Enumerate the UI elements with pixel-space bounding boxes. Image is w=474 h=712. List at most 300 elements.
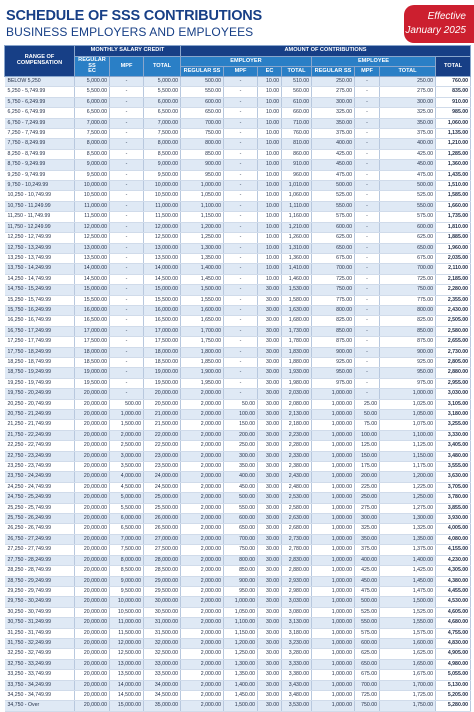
er-regular-cell: 500.00 xyxy=(181,77,224,87)
table-row xyxy=(5,326,471,336)
grand-total-cell: 4,005.00 xyxy=(436,524,471,534)
msc-regular-cell: 20,000.00 xyxy=(75,451,110,461)
ee-total-cell: 450.00 xyxy=(380,160,436,170)
er-mpf-cell: 700.00 xyxy=(224,534,258,544)
er-regular-cell: 1,200.00 xyxy=(181,222,224,232)
er-regular-cell: 2,000.00 xyxy=(181,389,224,399)
er-total-cell: 2,230.00 xyxy=(282,430,312,440)
er-total-cell: 3,030.00 xyxy=(282,597,312,607)
er-total-cell: 1,160.00 xyxy=(282,212,312,222)
ee-mpf-cell: - xyxy=(355,181,380,191)
er-ec-cell: 30.00 xyxy=(258,378,282,388)
er-total-cell: 1,830.00 xyxy=(282,347,312,357)
ee-total-cell: 1,000.00 xyxy=(380,389,436,399)
er-mpf-cell: - xyxy=(224,378,258,388)
msc-mpf-cell: - xyxy=(110,139,144,149)
er-total-cell: 2,530.00 xyxy=(282,493,312,503)
msc-total-cell: 9,500.00 xyxy=(144,170,181,180)
er-mpf-cell: 800.00 xyxy=(224,555,258,565)
msc-regular-cell: 15,500.00 xyxy=(75,295,110,305)
er-total-cell: 2,630.00 xyxy=(282,514,312,524)
grand-total-cell: 1,135.00 xyxy=(436,129,471,139)
range-cell: 30,250 - 30,749.99 xyxy=(5,607,75,617)
er-regular-header: REGULAR SS xyxy=(181,67,224,77)
msc-mpf-cell: 9,000.00 xyxy=(110,576,144,586)
er-regular-cell: 750.00 xyxy=(181,129,224,139)
ee-mpf-cell: - xyxy=(355,118,380,128)
ee-total-cell: 1,500.00 xyxy=(380,597,436,607)
table-row xyxy=(5,680,471,690)
er-mpf-cell: - xyxy=(224,139,258,149)
range-cell: 27,750 - 28,249.99 xyxy=(5,555,75,565)
msc-regular-cell: 20,000.00 xyxy=(75,410,110,420)
range-cell: 16,250 - 16,749.99 xyxy=(5,316,75,326)
msc-mpf-cell: - xyxy=(110,149,144,159)
table-row xyxy=(5,170,471,180)
er-ec-cell: 30.00 xyxy=(258,524,282,534)
table-row xyxy=(5,201,471,211)
msc-mpf-cell: - xyxy=(110,357,144,367)
msc-regular-cell: 10,000.00 xyxy=(75,181,110,191)
table-row xyxy=(5,628,471,638)
ee-mpf-cell: 700.00 xyxy=(355,680,380,690)
grand-total-cell: 4,455.00 xyxy=(436,586,471,596)
msc-regular-cell: 20,000.00 xyxy=(75,503,110,513)
msc-regular-cell: 7,000.00 xyxy=(75,118,110,128)
range-cell: 15,750 - 16,249.99 xyxy=(5,305,75,315)
range-cell: 20,750 - 21,249.99 xyxy=(5,410,75,420)
ee-mpf-cell: - xyxy=(355,160,380,170)
range-cell: 25,250 - 25,749.99 xyxy=(5,503,75,513)
er-total-cell: 1,630.00 xyxy=(282,305,312,315)
ee-total-cell: 1,025.00 xyxy=(380,399,436,409)
msc-regular-cell: 7,500.00 xyxy=(75,129,110,139)
range-cell: 34,750 - Over xyxy=(5,701,75,711)
msc-total-cell: 22,500.00 xyxy=(144,441,181,451)
grand-total-cell: 2,505.00 xyxy=(436,316,471,326)
er-total-cell: 2,680.00 xyxy=(282,524,312,534)
msc-mpf-cell: - xyxy=(110,243,144,253)
msc-regular-cell: 18,500.00 xyxy=(75,357,110,367)
grand-total-cell: 2,730.00 xyxy=(436,347,471,357)
range-cell: 33,250 - 33,749.99 xyxy=(5,670,75,680)
msc-mpf-cell: - xyxy=(110,77,144,87)
er-regular-cell: 1,300.00 xyxy=(181,243,224,253)
ee-total-cell: 650.00 xyxy=(380,243,436,253)
msc-regular-cell: 20,000.00 xyxy=(75,399,110,409)
er-regular-cell: 2,000.00 xyxy=(181,399,224,409)
er-mpf-cell: - xyxy=(224,357,258,367)
ee-regular-cell: 1,000.00 xyxy=(312,659,355,669)
msc-total-cell: 10,000.00 xyxy=(144,181,181,191)
range-cell: 28,750 - 29,249.99 xyxy=(5,576,75,586)
ee-mpf-cell: 25.00 xyxy=(355,399,380,409)
msc-mpf-cell: 5,500.00 xyxy=(110,503,144,513)
ee-mpf-cell: - xyxy=(355,274,380,284)
table-row xyxy=(5,690,471,700)
msc-total-cell: 8,500.00 xyxy=(144,149,181,159)
ee-regular-cell: 825.00 xyxy=(312,316,355,326)
ee-mpf-cell: 500.00 xyxy=(355,597,380,607)
er-regular-cell: 900.00 xyxy=(181,160,224,170)
ee-total-cell: 1,725.00 xyxy=(380,690,436,700)
er-total-cell: 1,530.00 xyxy=(282,285,312,295)
er-regular-cell: 1,100.00 xyxy=(181,201,224,211)
table-row xyxy=(5,253,471,263)
msc-mpf-cell: - xyxy=(110,378,144,388)
table-row xyxy=(5,357,471,367)
grand-total-cell: 1,285.00 xyxy=(436,149,471,159)
ee-total-cell: 900.00 xyxy=(380,347,436,357)
ee-mpf-cell: - xyxy=(355,253,380,263)
range-cell: 5,750 - 6,249.99 xyxy=(5,97,75,107)
table-row xyxy=(5,503,471,513)
grand-total-cell: 5,055.00 xyxy=(436,670,471,680)
er-ec-cell: 30.00 xyxy=(258,680,282,690)
ee-total-cell: 975.00 xyxy=(380,378,436,388)
table-row xyxy=(5,222,471,232)
er-ec-cell: 10.00 xyxy=(258,243,282,253)
er-mpf-cell: 1,300.00 xyxy=(224,659,258,669)
ee-regular-cell: 475.00 xyxy=(312,170,355,180)
range-cell: 24,250 - 24,749.99 xyxy=(5,482,75,492)
er-ec-cell: 10.00 xyxy=(258,201,282,211)
table-row xyxy=(5,649,471,659)
er-total-cell: 610.00 xyxy=(282,97,312,107)
er-mpf-cell: - xyxy=(224,305,258,315)
ee-mpf-cell: 225.00 xyxy=(355,482,380,492)
range-cell: 6,250 - 6,749.99 xyxy=(5,108,75,118)
ee-mpf-cell: - xyxy=(355,201,380,211)
ee-total-cell: 850.00 xyxy=(380,326,436,336)
er-regular-cell: 1,050.00 xyxy=(181,191,224,201)
ee-mpf-cell: 750.00 xyxy=(355,701,380,711)
er-total-cell: 1,110.00 xyxy=(282,201,312,211)
table-row xyxy=(5,618,471,628)
ee-mpf-cell: - xyxy=(355,191,380,201)
table-row xyxy=(5,118,471,128)
ee-mpf-cell: 425.00 xyxy=(355,566,380,576)
msc-regular-cell: 19,500.00 xyxy=(75,378,110,388)
table-row xyxy=(5,160,471,170)
grand-total-cell: 985.00 xyxy=(436,108,471,118)
range-cell: 19,250 - 19,749.99 xyxy=(5,378,75,388)
grand-total-cell: 3,630.00 xyxy=(436,472,471,482)
msc-regular-cell: 20,000.00 xyxy=(75,430,110,440)
ee-total-cell: 275.00 xyxy=(380,87,436,97)
er-regular-cell: 2,000.00 xyxy=(181,555,224,565)
effective-label: Effective xyxy=(427,11,466,22)
er-mpf-cell: - xyxy=(224,201,258,211)
er-total-cell: 1,780.00 xyxy=(282,337,312,347)
msc-mpf-cell: 500.00 xyxy=(110,399,144,409)
employee-group-header: EMPLOYEE xyxy=(312,57,436,67)
er-total-cell: 710.00 xyxy=(282,118,312,128)
range-cell: 14,750 - 15,249.99 xyxy=(5,285,75,295)
er-regular-cell: 1,000.00 xyxy=(181,181,224,191)
grand-total-cell: 2,955.00 xyxy=(436,378,471,388)
ee-regular-cell: 325.00 xyxy=(312,108,355,118)
ee-total-cell: 1,050.00 xyxy=(380,410,436,420)
ee-regular-cell: 400.00 xyxy=(312,139,355,149)
msc-total-cell: 8,000.00 xyxy=(144,139,181,149)
msc-total-cell: 14,000.00 xyxy=(144,264,181,274)
er-regular-cell: 1,550.00 xyxy=(181,295,224,305)
er-mpf-cell: - xyxy=(224,295,258,305)
ee-mpf-cell: 100.00 xyxy=(355,430,380,440)
ee-regular-cell: 1,000.00 xyxy=(312,576,355,586)
msc-mpf-cell: - xyxy=(110,264,144,274)
range-cell: 22,750 - 23,249.99 xyxy=(5,451,75,461)
table-row xyxy=(5,607,471,617)
ee-total-cell: 1,425.00 xyxy=(380,566,436,576)
er-total-cell: 2,130.00 xyxy=(282,410,312,420)
range-cell: 23,750 - 24,249.99 xyxy=(5,472,75,482)
table-row xyxy=(5,597,471,607)
er-mpf-cell: 350.00 xyxy=(224,462,258,472)
er-ec-cell: 30.00 xyxy=(258,399,282,409)
er-total-cell: 3,530.00 xyxy=(282,701,312,711)
er-mpf-cell: 1,000.00 xyxy=(224,597,258,607)
er-total-cell: 2,880.00 xyxy=(282,566,312,576)
ee-total-cell: 1,075.00 xyxy=(380,420,436,430)
msc-total-cell: 11,500.00 xyxy=(144,212,181,222)
msc-mpf-cell: - xyxy=(110,347,144,357)
ee-mpf-cell: 375.00 xyxy=(355,545,380,555)
ee-mpf-cell: - xyxy=(355,129,380,139)
er-ec-cell: 10.00 xyxy=(258,264,282,274)
er-ec-cell: 30.00 xyxy=(258,389,282,399)
msc-total-cell: 21,000.00 xyxy=(144,410,181,420)
er-ec-cell: 30.00 xyxy=(258,316,282,326)
er-total-cell: 2,030.00 xyxy=(282,389,312,399)
grand-total-cell: 4,530.00 xyxy=(436,597,471,607)
er-mpf-cell: 150.00 xyxy=(224,420,258,430)
er-ec-cell: 30.00 xyxy=(258,576,282,586)
range-cell: 11,250 - 11,749.99 xyxy=(5,212,75,222)
er-total-cell: 3,380.00 xyxy=(282,670,312,680)
er-total-cell: 1,210.00 xyxy=(282,222,312,232)
ee-total-cell: 1,375.00 xyxy=(380,545,436,555)
msc-total-cell: 19,500.00 xyxy=(144,378,181,388)
table-row xyxy=(5,534,471,544)
msc-mpf-cell: 7,000.00 xyxy=(110,534,144,544)
er-regular-cell: 1,750.00 xyxy=(181,337,224,347)
ee-total-cell: 325.00 xyxy=(380,108,436,118)
er-mpf-cell: 400.00 xyxy=(224,472,258,482)
er-total-cell: 2,330.00 xyxy=(282,451,312,461)
er-regular-cell: 1,650.00 xyxy=(181,316,224,326)
grand-total-cell: 3,480.00 xyxy=(436,451,471,461)
er-mpf-cell: 1,350.00 xyxy=(224,670,258,680)
grand-total-cell: 3,855.00 xyxy=(436,503,471,513)
msc-mpf-cell: - xyxy=(110,285,144,295)
msc-regular-cell: 20,000.00 xyxy=(75,576,110,586)
ee-mpf-cell: 450.00 xyxy=(355,576,380,586)
er-mpf-cell: 300.00 xyxy=(224,451,258,461)
msc-mpf-cell: - xyxy=(110,87,144,97)
er-regular-cell: 600.00 xyxy=(181,97,224,107)
er-total-cell: 1,010.00 xyxy=(282,181,312,191)
ee-regular-cell: 750.00 xyxy=(312,285,355,295)
er-ec-cell: 30.00 xyxy=(258,618,282,628)
msc-mpf-cell: 10,500.00 xyxy=(110,607,144,617)
msc-regular-cell: 9,000.00 xyxy=(75,160,110,170)
grand-total-cell: 4,605.00 xyxy=(436,607,471,617)
ee-regular-cell: 500.00 xyxy=(312,181,355,191)
ee-regular-cell: 600.00 xyxy=(312,222,355,232)
er-ec-cell: 10.00 xyxy=(258,253,282,263)
ee-mpf-cell: 350.00 xyxy=(355,534,380,544)
msc-regular-cell: 12,500.00 xyxy=(75,233,110,243)
er-regular-cell: 1,950.00 xyxy=(181,378,224,388)
msc-total-cell: 12,000.00 xyxy=(144,222,181,232)
er-regular-cell: 850.00 xyxy=(181,149,224,159)
ee-mpf-cell: - xyxy=(355,389,380,399)
table-row xyxy=(5,514,471,524)
table-row xyxy=(5,337,471,347)
grand-total-cell: 3,330.00 xyxy=(436,430,471,440)
ee-regular-cell: 1,000.00 xyxy=(312,472,355,482)
ee-mpf-cell: - xyxy=(355,264,380,274)
msc-total-cell: 32,500.00 xyxy=(144,649,181,659)
er-mpf-cell: 450.00 xyxy=(224,482,258,492)
er-ec-cell: 10.00 xyxy=(258,181,282,191)
page-title: SCHEDULE OF SSS CONTRIBUTIONS xyxy=(6,8,263,24)
ee-mpf-cell: - xyxy=(355,233,380,243)
ee-regular-cell: 275.00 xyxy=(312,87,355,97)
er-regular-cell: 1,900.00 xyxy=(181,368,224,378)
er-total-cell: 1,310.00 xyxy=(282,243,312,253)
er-regular-cell: 2,000.00 xyxy=(181,649,224,659)
table-row xyxy=(5,701,471,711)
ee-mpf-cell: 400.00 xyxy=(355,555,380,565)
ee-mpf-cell: 250.00 xyxy=(355,493,380,503)
grand-total-cell: 2,110.00 xyxy=(436,264,471,274)
er-ec-header: EC xyxy=(258,67,282,77)
range-cell: 10,750 - 11,249.99 xyxy=(5,201,75,211)
ee-total-cell: 750.00 xyxy=(380,285,436,295)
er-ec-cell: 10.00 xyxy=(258,212,282,222)
er-total-cell: 1,980.00 xyxy=(282,378,312,388)
ee-regular-cell: 1,000.00 xyxy=(312,680,355,690)
msc-regular-cell: 8,000.00 xyxy=(75,139,110,149)
ee-regular-cell: 950.00 xyxy=(312,368,355,378)
msc-regular-cell: 15,000.00 xyxy=(75,285,110,295)
ee-total-cell: 875.00 xyxy=(380,337,436,347)
msc-mpf-cell: 10,000.00 xyxy=(110,597,144,607)
range-cell: 18,750 - 19,249.99 xyxy=(5,368,75,378)
grand-total-cell: 3,405.00 xyxy=(436,441,471,451)
msc-total-cell: 18,000.00 xyxy=(144,347,181,357)
er-mpf-cell: - xyxy=(224,347,258,357)
ee-total-cell: 1,550.00 xyxy=(380,618,436,628)
er-regular-cell: 2,000.00 xyxy=(181,586,224,596)
ee-regular-cell: 1,000.00 xyxy=(312,618,355,628)
msc-regular-cell: 20,000.00 xyxy=(75,659,110,669)
range-cell: 26,250 - 26,749.99 xyxy=(5,524,75,534)
er-regular-cell: 550.00 xyxy=(181,87,224,97)
er-regular-cell: 2,000.00 xyxy=(181,430,224,440)
range-cell: 23,250 - 23,749.99 xyxy=(5,462,75,472)
msc-regular-cell: 20,000.00 xyxy=(75,566,110,576)
msc-total-cell: 34,500.00 xyxy=(144,690,181,700)
er-regular-cell: 2,000.00 xyxy=(181,566,224,576)
msc-regular-cell: 20,000.00 xyxy=(75,482,110,492)
ee-total-cell: 1,125.00 xyxy=(380,441,436,451)
ee-regular-cell: 1,000.00 xyxy=(312,701,355,711)
er-mpf-cell: - xyxy=(224,191,258,201)
ee-total-cell: 300.00 xyxy=(380,97,436,107)
ee-regular-cell: 650.00 xyxy=(312,243,355,253)
ee-mpf-cell: - xyxy=(355,222,380,232)
msc-total-cell: 6,500.00 xyxy=(144,108,181,118)
msc-total-cell: 23,500.00 xyxy=(144,462,181,472)
table-body xyxy=(5,77,471,712)
ee-total-cell: 1,600.00 xyxy=(380,638,436,648)
er-regular-cell: 2,000.00 xyxy=(181,493,224,503)
msc-regular-cell: 19,000.00 xyxy=(75,368,110,378)
ee-total-cell: 525.00 xyxy=(380,191,436,201)
er-mpf-cell: - xyxy=(224,97,258,107)
er-mpf-cell: 750.00 xyxy=(224,545,258,555)
msc-total-cell: 16,000.00 xyxy=(144,305,181,315)
ee-total-cell: 1,200.00 xyxy=(380,472,436,482)
msc-mpf-header: MPF xyxy=(110,57,144,77)
ee-regular-cell: 1,000.00 xyxy=(312,586,355,596)
msc-total-cell: 16,500.00 xyxy=(144,316,181,326)
er-mpf-cell: 950.00 xyxy=(224,586,258,596)
er-mpf-cell: 1,450.00 xyxy=(224,690,258,700)
er-ec-cell: 10.00 xyxy=(258,129,282,139)
ee-regular-cell: 1,000.00 xyxy=(312,441,355,451)
ee-mpf-cell: - xyxy=(355,316,380,326)
er-ec-cell: 10.00 xyxy=(258,160,282,170)
ee-mpf-cell: - xyxy=(355,295,380,305)
grand-total-cell: 1,960.00 xyxy=(436,243,471,253)
er-mpf-cell: 1,250.00 xyxy=(224,649,258,659)
er-ec-cell: 10.00 xyxy=(258,139,282,149)
range-cell: 12,250 - 12,749.99 xyxy=(5,233,75,243)
er-ec-cell: 30.00 xyxy=(258,493,282,503)
effective-date-badge xyxy=(404,5,474,43)
er-total-cell: 3,230.00 xyxy=(282,638,312,648)
er-regular-cell: 800.00 xyxy=(181,139,224,149)
grand-total-cell: 4,155.00 xyxy=(436,545,471,555)
grand-total-cell: 3,930.00 xyxy=(436,514,471,524)
range-cell: 21,750 - 22,249.99 xyxy=(5,430,75,440)
er-regular-cell: 2,000.00 xyxy=(181,659,224,669)
msc-regular-cell: 20,000.00 xyxy=(75,607,110,617)
msc-regular-cell: 14,000.00 xyxy=(75,264,110,274)
grand-total-cell: 3,555.00 xyxy=(436,462,471,472)
er-mpf-cell: 1,150.00 xyxy=(224,628,258,638)
er-mpf-cell: - xyxy=(224,233,258,243)
msc-regular-cell: 20,000.00 xyxy=(75,690,110,700)
er-ec-cell: 10.00 xyxy=(258,191,282,201)
er-mpf-cell: - xyxy=(224,118,258,128)
range-cell: 17,750 - 18,249.99 xyxy=(5,347,75,357)
msc-regular-header xyxy=(75,57,110,77)
table-row xyxy=(5,659,471,669)
ee-regular-cell: 425.00 xyxy=(312,149,355,159)
grand-total-cell: 760.00 xyxy=(436,77,471,87)
table-row xyxy=(5,108,471,118)
ee-total-cell: 600.00 xyxy=(380,222,436,232)
ee-mpf-cell: 675.00 xyxy=(355,670,380,680)
ee-regular-cell: 375.00 xyxy=(312,129,355,139)
msc-regular-cell: 20,000.00 xyxy=(75,586,110,596)
